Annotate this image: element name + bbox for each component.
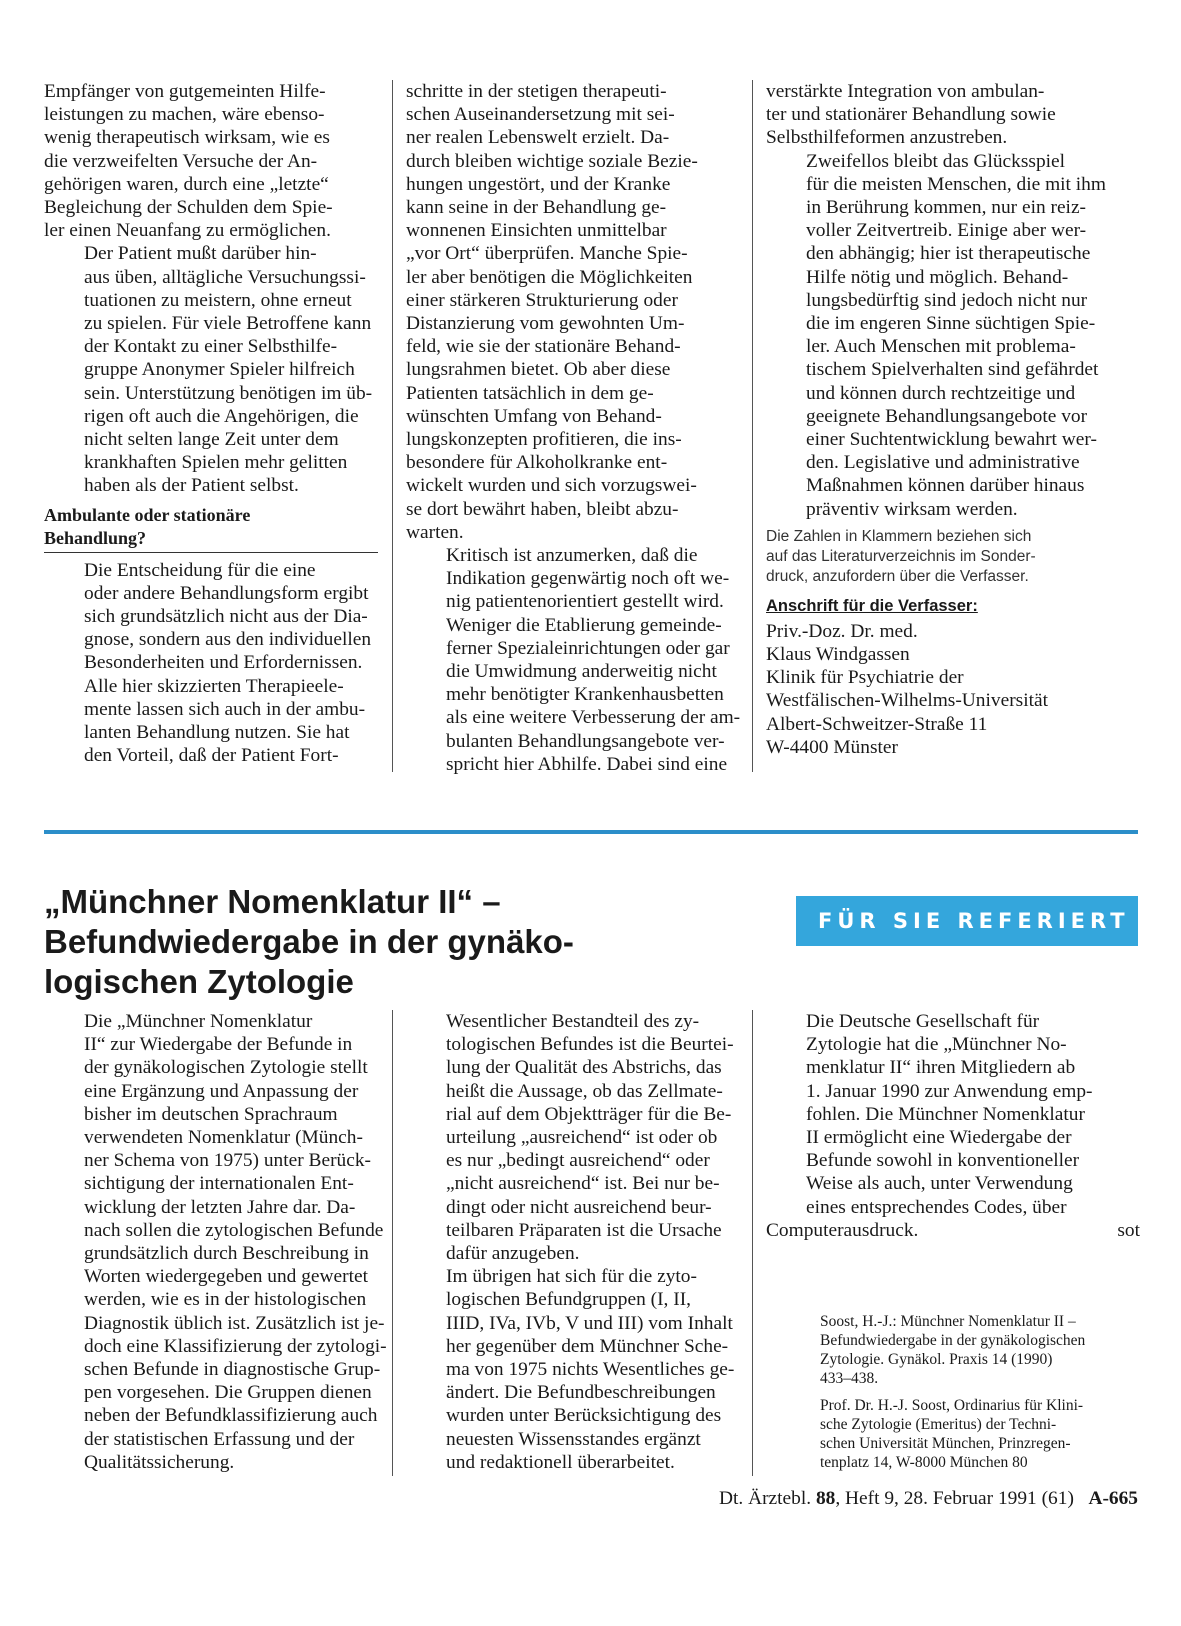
issue-date: , Heft 9, 28. Februar 1991 (61) [835,1488,1074,1509]
text-line: nig patientenorientiert gestellt wird. [446,591,724,613]
text-line: W-4400 Münster [766,736,898,758]
text-line: kann seine in der Behandlung ge- [406,197,667,219]
text-line: rigen oft auch die Angehörigen, die [84,405,359,427]
text-line: die verzweifelten Versuche der An- [44,150,318,172]
text-line: dingt oder nicht ausreichend beur- [446,1196,712,1218]
text-line: schen Auseinandersetzung mit sei- [406,104,675,126]
text-line: nicht selten lange Zeit unter dem [84,429,339,451]
text-line: der gynäkologischen Zytologie stellt [84,1057,368,1079]
paragraph-end [766,1219,1140,1242]
text-line: Die Deutsche Gesellschaft für [806,1011,1040,1032]
text-line: teilbaren Präparaten ist die Ursache [446,1219,722,1241]
text-line: Albert-Schweitzer-Straße 11 [766,713,988,735]
text-line: gruppe Anonymer Spieler hilfreich [84,359,355,381]
text-line: haben als der Patient selbst. [84,475,299,497]
text-line: zu spielen. Für viele Betroffene kann [84,313,372,335]
text-line: in Berührung kommen, nur ein reiz- [806,197,1087,219]
text-line: Weise als auch, unter Verwendung [806,1173,1073,1195]
text-line: lung der Qualität des Abstrichs, das [446,1057,722,1079]
text-line: logischen Befundgruppen (I, II, [446,1289,692,1311]
text-line: Im übrigen hat sich für die zyto- [446,1266,697,1288]
text-line: logischen Zytologie [44,963,354,1000]
text-line: pen vorgesehen. Die Gruppen dienen [84,1382,372,1404]
text-line: rial auf dem Objektträger für die Be- [446,1103,732,1125]
author-address [766,620,1140,759]
text-line: durch bleiben wichtige soziale Bezie- [406,150,698,172]
text-line: den Vorteil, daß der Patient Fort- [84,745,339,767]
text-line: Maßnahmen können darüber hinaus [806,475,1085,497]
paragraph [406,544,740,776]
text-line: schen Universität München, Prinzregen- [820,1435,1071,1452]
text-line: bisher im deutschen Sprachraum [84,1103,338,1125]
text-line: Zweifellos bleibt das Glücksspiel [806,150,1066,172]
text-line: leistungen zu machen, wäre ebenso- [44,104,325,126]
text-line: tischem Spielverhalten sind gefährdet [806,359,1099,381]
text-line: Prof. Dr. H.-J. Soost, Ordinarius für Klini- [820,1397,1084,1414]
text-line: mehr benötigter Krankenhausbetten [446,684,724,706]
text-line: ter und stationärer Behandlung sowie [766,104,1056,126]
column-rule [392,80,393,772]
text-line: bulanten Behandlungsangebote ver- [446,730,725,752]
text-line: grundsätzlich durch Beschreibung in [84,1243,369,1265]
article-column-2 [406,1010,740,1474]
text-line: Behandlung? [44,527,147,548]
text-line: Empfänger von gutgemeinten Hilfe- [44,81,326,102]
article-column-1 [44,1010,387,1474]
text-line: oder andere Behandlungsform ergibt [84,582,369,604]
journal-volume: 88 [815,1488,836,1509]
text-line: sein. Unterstützung benötigen im üb- [84,382,373,404]
text-line: druck, anzufordern über die Verfasser. [766,567,1029,585]
text-line: heißt die Aussage, ob das Zellmate- [446,1080,723,1102]
text-line: Worten wiedergegeben und gewertet [84,1266,368,1288]
text-line: wenig therapeutisch wirksam, wie es [44,127,330,149]
text-line: wonnenen Einsichten unmittelbar [406,220,667,242]
text-line: urteilung „ausreichend“ ist oder ob [446,1127,718,1149]
paragraph [44,559,378,768]
article-references [820,1312,1138,1472]
text-line: her gegenüber dem Münchner Sche- [446,1335,729,1357]
paragraph [766,80,1140,150]
text-line: „nicht ausreichend“ ist. Bei nur be- [446,1173,720,1195]
section-banner: FÜR SIE REFERIERT [796,896,1138,946]
paragraph [44,1010,387,1474]
text-line: 433–438. [820,1370,879,1387]
text-line: Distanzierung vom gewohnten Um- [406,313,685,335]
text-line: Priv.-Doz. Dr. med. [766,620,918,642]
section-subheading [44,504,378,553]
text-line: und redaktionell überarbeitet. [446,1451,675,1473]
text-line: Zytologie. Gynäkol. Praxis 14 (1990) [820,1351,1053,1368]
text-line: Die Entscheidung für die eine [84,559,316,581]
text-line: sche Zytologie (Emeritus) der Techni- [820,1416,1057,1433]
text-line: ler einen Neuanfang zu ermöglichen. [44,220,331,242]
text-line: einer stärkeren Strukturierung oder [406,289,678,311]
text-line: II“ zur Wiedergabe der Befunde in [84,1034,353,1056]
text-line: wünschten Umfang von Behand- [406,405,662,427]
text-line: Die „Münchner Nomenklatur [84,1011,313,1032]
text-line: wurden unter Berücksichtigung des [446,1405,722,1427]
text-line: der statistischen Erfassung und der [84,1428,355,1450]
text-line: lungsbedürftig sind jedoch nicht nur [806,289,1088,311]
text-line: Klaus Windgassen [766,644,910,666]
text-line: spricht hier Abhilfe. Dabei sind eine [446,753,728,775]
text-line: Patienten tatsächlich in dem ge- [406,382,654,404]
text-line: sich grundsätzlich nicht aus der Dia- [84,606,368,628]
text-line: lungskonzepten profitieren, die ins- [406,429,682,451]
text-line: wicklung der letzten Jahre dar. Da- [84,1196,356,1218]
text-line: schritte in der stetigen therapeuti- [406,81,667,102]
paragraph [406,1010,740,1265]
text-line: sichtigung der internationalen Ent- [84,1173,354,1195]
text-line: aus üben, alltägliche Versuchungssi- [84,266,366,288]
text-line: ma von 1975 nichts Wesentliches ge- [446,1359,735,1381]
text-line: lungsrahmen bietet. Ob aber diese [406,359,671,381]
text-line: schen Befunde in diagnostische Grup- [84,1359,381,1381]
text-line: ler. Auch Menschen mit problema- [806,336,1076,358]
text-line: tologischen Befundes ist die Beurtei- [446,1034,734,1056]
text-line: Soost, H.-J.: Münchner Nomenklatur II – [820,1313,1076,1330]
top-column-1 [44,80,378,767]
text-line: Westfälischen-Wilhelms-Universität [766,690,1048,712]
text-line: gnose, sondern aus den individuellen [84,629,372,651]
text-line: se dort bewährt haben, bleibt abzu- [406,498,679,520]
top-column-2 [406,80,740,776]
text-line: II ermöglicht eine Wiedergabe der [806,1127,1072,1149]
paragraph [44,80,378,242]
text-line: hungen ungestört, und der Kranke [406,173,671,195]
text-line: dafür anzugeben. [446,1243,580,1265]
text-line: lanten Behandlung nutzen. Sie hat [84,722,350,744]
text-line: Wesentlicher Bestandteil des zy- [446,1011,700,1032]
text-line: wickelt wurden und sich vorzugswei- [406,475,697,497]
text-line: Besonderheiten und Erfordernissen. [84,652,363,674]
text-line: Befunde sowohl in konventioneller [806,1150,1080,1172]
text-line: fohlen. Die Münchner Nomenklatur [806,1103,1085,1125]
text-line: neuesten Wissensstandes ergänzt [446,1428,701,1450]
paragraph [406,80,740,544]
text-line: Alle hier skizzierten Therapieele- [84,675,344,697]
paragraph [44,242,378,497]
text-line: verstärkte Integration von ambulan- [766,81,1045,102]
text-line: Befundwiedergabe in der gynäkologischen [820,1332,1086,1349]
column-rule [392,1010,393,1476]
author-signature: sot [1117,1219,1140,1241]
paragraph [406,1265,740,1474]
text-line: Befundwiedergabe in der gynäko- [44,923,574,960]
text-line: mente lassen sich auch in der ambu- [84,698,366,720]
author-affiliation [820,1396,1138,1472]
text-line: „Münchner Nomenklatur II“ – [44,883,501,920]
text-line: ner Schema von 1975) unter Berück- [84,1150,371,1172]
text-line: präventiv wirksam werden. [806,498,1018,520]
text-line: eines entsprechendes Codes, über [806,1196,1067,1218]
journal-name: Dt. Ärztebl. [719,1488,812,1509]
text-line: Kritisch ist anzumerken, daß die [446,545,698,567]
text-line: die Umwidmung anderweitig nicht [446,661,717,683]
text-line: besondere für Alkoholkranke ent- [406,452,668,474]
paragraph [766,150,1140,521]
text-line: warten. [406,521,464,543]
section-divider [44,830,1138,834]
text-line: gehörigen waren, durch eine „letzte“ [44,173,329,195]
text-line: einer Suchtentwicklung bewahrt wer- [806,429,1097,451]
text-line: krankhaften Spielen mehr gelitten [84,452,348,474]
text-line: 1. Januar 1990 zur Anwendung emp- [806,1080,1093,1102]
text-line: Qualitätssicherung. [84,1451,235,1473]
paragraph [766,1010,1140,1219]
text-line: nach sollen die zytologischen Befunde [84,1219,384,1241]
text-line: menklatur II“ ihren Mitgliedern ab [806,1057,1076,1079]
text-line: den abhängig; hier ist therapeutische [806,243,1091,265]
text-line: Zytologie hat die „Münchner No- [806,1034,1067,1056]
text-line: ler aber benötigen die Möglichkeiten [406,266,693,288]
top-column-3 [766,80,1140,759]
article-title [44,882,764,1002]
text-line: voller Zeitvertreib. Einige aber wer- [806,220,1087,242]
reference-note [766,527,1140,587]
address-heading: Anschrift für die Verfasser: [766,596,978,615]
text-line: es nur „bedingt ausreichend“ oder [446,1150,710,1172]
text-line: Weniger die Etablierung gemeinde- [446,614,722,636]
column-rule [752,80,753,772]
text-line: die im engeren Sinne süchtigen Spie- [806,313,1096,335]
text-line: tuationen zu meistern, ohne erneut [84,289,352,311]
page-number: A-665 [1088,1488,1138,1509]
text-line: Diagnostik üblich ist. Zusätzlich ist je- [84,1312,385,1334]
text-line: feld, wie sie der stationäre Behand- [406,336,681,358]
text-line: Die Zahlen in Klammern beziehen sich [766,527,1032,545]
text-line: für die meisten Menschen, die mit ihm [806,173,1106,195]
text-line: Der Patient mußt darüber hin- [84,243,317,265]
last-line: Computerausdruck. [766,1219,919,1241]
text-line: ner realen Lebenswelt erzielt. Da- [406,127,670,149]
text-line: als eine weitere Verbesserung der am- [446,707,741,729]
text-line: auf das Literaturverzeichnis im Sonder- [766,547,1036,565]
text-line: ferner Spezialeinrichtungen oder gar [446,637,730,659]
text-line: Hilfe nötig und möglich. Behand- [806,266,1069,288]
text-line: geeignete Behandlungsangebote vor [806,405,1088,427]
text-line: tenplatz 14, W-8000 München 80 [820,1454,1028,1471]
text-line: neben der Befundklassifizierung auch [84,1405,378,1427]
text-line: Selbsthilfeformen anzustreben. [766,127,1008,149]
text-line: Indikation gegenwärtig noch oft we- [446,568,730,590]
column-rule [752,1010,753,1476]
text-line: IIID, IVa, IVb, V und III) vom Inhalt [446,1312,733,1334]
text-line: Ambulante oder stationäre [44,504,251,525]
text-line: „vor Ort“ überprüfen. Manche Spie- [406,243,688,265]
bibliographic-reference [820,1312,1138,1388]
text-line: Klinik für Psychiatrie der [766,667,964,689]
text-line: werden, wie es in der histologischen [84,1289,367,1311]
page-footer [644,1488,1138,1510]
text-line: eine Ergänzung und Anpassung der [84,1080,359,1102]
article-column-3 [766,1010,1140,1242]
text-line: ändert. Die Befundbeschreibungen [446,1382,716,1404]
text-line: Begleichung der Schulden dem Spie- [44,197,333,219]
text-line: den. Legislative und administrative [806,452,1080,474]
text-line: doch eine Klassifizierung der zytologi- [84,1335,387,1357]
text-line: der Kontakt zu einer Selbsthilfe- [84,336,338,358]
text-line: und können durch rechtzeitige und [806,382,1076,404]
text-line: verwendeten Nomenklatur (Münch- [84,1127,363,1149]
